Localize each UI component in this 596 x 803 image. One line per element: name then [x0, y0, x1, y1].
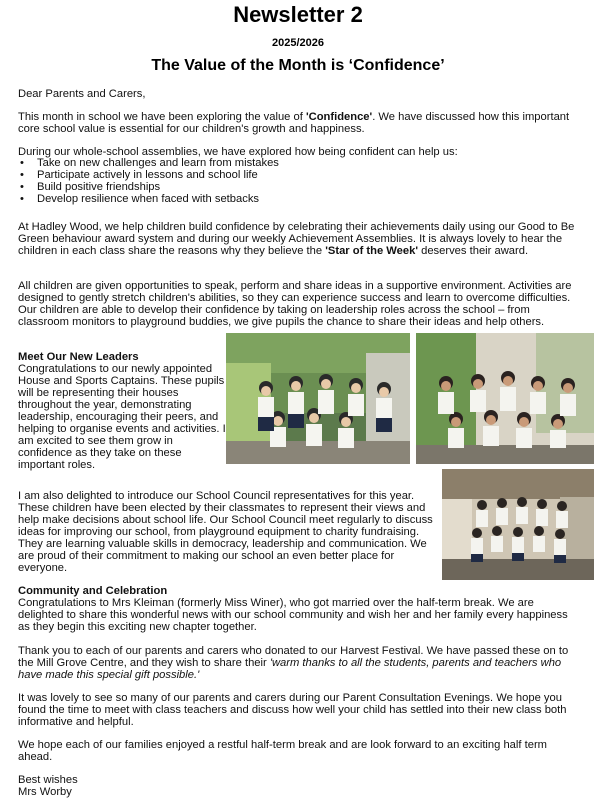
- list-item: • Build positive friendships: [18, 181, 279, 193]
- greeting: Dear Parents and Carers,: [18, 88, 146, 100]
- leaders-section: [18, 351, 226, 471]
- signature-name: Mrs Worby: [18, 786, 72, 798]
- star-of-the-week: 'Star of the Week': [325, 245, 418, 257]
- confidence-benefits-list: [18, 157, 279, 205]
- school-council-paragraph: I am also delighted to introduce our School Council representatives for this year. These children have been elected by their classmates to represent their views and help make decisions about school life. Our School Council meet regularly to discuss ideas for improving our school, from playground equipment to charity fundraising. They are learning valuable skills in democracy, leadership and communication. We are proud of their commitment to making our school an even better place for everyone.: [18, 490, 433, 574]
- assemblies-lead: During our whole-school assemblies, we have explored how being confident can help us:: [18, 146, 458, 158]
- list-item: • Participate actively in lessons and school life: [18, 169, 279, 181]
- hadley-wood-paragraph: [18, 221, 578, 257]
- hadley-text-end: deserves their award.: [418, 245, 529, 257]
- intro-paragraph: [18, 111, 578, 135]
- harvest-quote: 'warm thanks to all the students, parents and teachers who have made this special gift possible.': [18, 657, 562, 681]
- list-item: • Develop resilience when faced with setbacks: [18, 193, 279, 205]
- leaders-heading: Meet Our New Leaders: [18, 351, 139, 363]
- closing: Best wishes: [18, 774, 78, 786]
- newsletter-title: Newsletter 2: [233, 2, 363, 27]
- half-term-paragraph: We hope each of our families enjoyed a restful half-term break and are look forward to an exciting half term ahead.: [18, 739, 547, 763]
- intro-text-end: . We have discussed how this important core school value is essential for our children's growth and happiness.: [18, 111, 570, 135]
- consultation-paragraph: It was lovely to see so many of our parents and carers during our Parent Consultation Evenings. We hope you found the time to meet with class teachers and discuss how well your child has settled into their new class both informative and helpful.: [18, 692, 567, 728]
- school-year: 2025/2026: [272, 37, 324, 49]
- list-item: • Take on new challenges and learn from mistakes: [18, 157, 279, 169]
- confidence-word: 'Confidence': [305, 111, 373, 123]
- harvest-text: Thank you to each of our parents and carers who donated to our Harvest Festival. We have passed these on to the Mill Grove Centre, and they wish to share their: [18, 645, 569, 669]
- sign-off: [18, 774, 578, 798]
- value-of-month-heading: The Value of the Month is ‘Confidence’: [151, 57, 445, 74]
- leaders-body: Congratulations to our newly appointed House and Sports Captains. These pupils will be representing their houses throughout the year, demonstrating leadership, encouraging their peers, and helping to organise events and activities. I am excited to see them grow in confidence as they take on these important roles.: [18, 363, 226, 471]
- intro-text-start: This month in school we have been exploring the value of: [18, 111, 306, 123]
- harvest-paragraph: [18, 645, 578, 681]
- community-body: Congratulations to Mrs Kleiman (formerly Miss Winer), who got married over the half-term break. We are delighted to share this wonderful news with our school community and wish her and her family every happiness as they begin this exciting new chapter together.: [18, 597, 568, 633]
- community-heading: Community and Celebration: [18, 585, 168, 597]
- hadley-text-start: At Hadley Wood, we help children build confidence by celebrating their achievements daily using our Good to Be Green behaviour award system and during our weekly Achievement Assemblies. It is always lovely to hear the children in each class share the reasons why they believe the: [18, 221, 575, 257]
- sports-captains-photo: [416, 333, 594, 464]
- opportunities-paragraph: All children are given opportunities to speak, perform and share ideas in a supportive environment. Activities are designed to gently stretch children's abilities, so they can experience success and learn to overcome difficulties. Our children are able to develop their confidence by taking on leadership roles across the school – from classroom monitors to playground buddies, we give pupils the chance to share their ideas and help others.: [18, 280, 572, 328]
- community-section: [18, 585, 578, 633]
- school-council-photo: [442, 469, 594, 580]
- house-captains-photo: [226, 333, 410, 464]
